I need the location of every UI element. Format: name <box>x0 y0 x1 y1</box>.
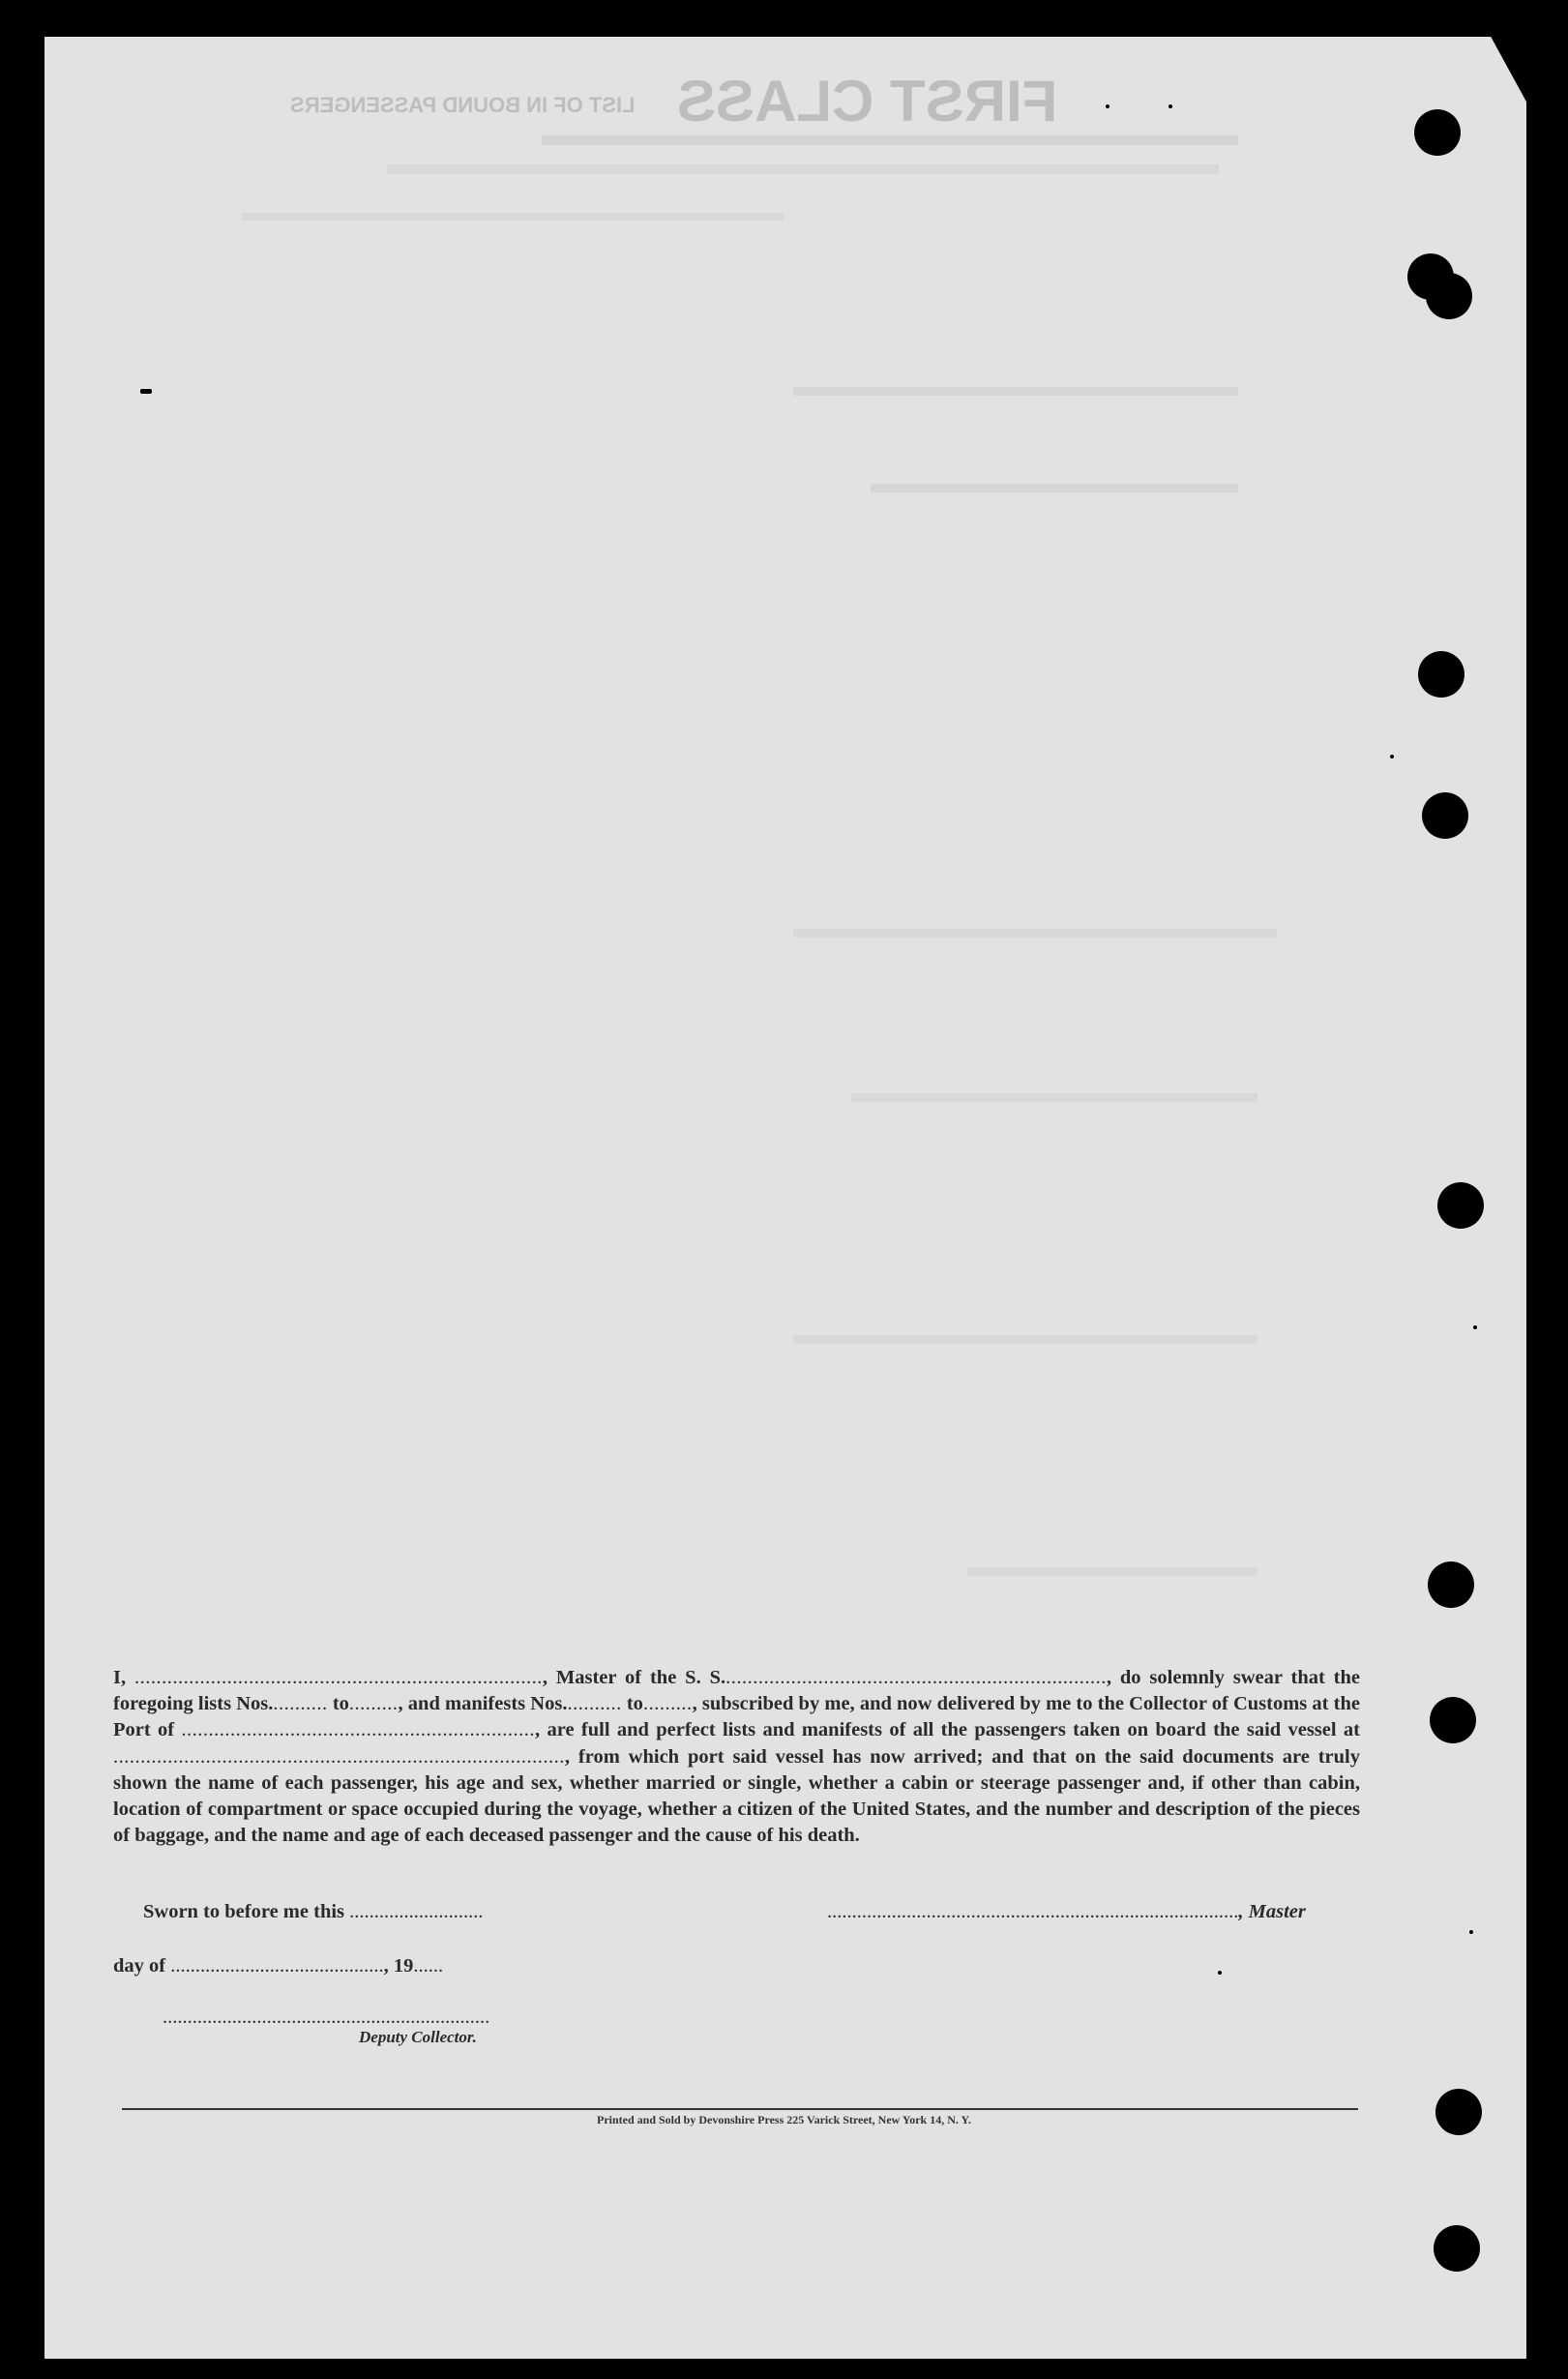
punch-hole <box>1430 1697 1476 1743</box>
bleed-through-line <box>851 1093 1257 1102</box>
blank-list-to[interactable]: ......... <box>348 1693 399 1715</box>
collector-signature-line <box>163 2007 489 2029</box>
punch-hole <box>1418 651 1464 698</box>
blank-vessel-name[interactable]: ...................................................................... <box>725 1667 1107 1688</box>
speck <box>1169 104 1172 108</box>
bleed-through-line <box>871 484 1238 492</box>
speck <box>140 389 152 394</box>
oath-text: , from which port said vessel has now arrived; and that on the said documents are truly shown the name of each passenger, his age and sex, whether married or single, whether a cabin or steerage passenger and, if other than cabin, location of compartment or space occupied during the voyage, whether a citizen of the United States, and the number and description of the pieces of baggage, and the name and age of each deceased passenger and the cause of his death. <box>113 1745 1360 1847</box>
speck <box>1390 755 1394 758</box>
punch-hole <box>1414 109 1461 156</box>
blank-master-signature[interactable]: ................................................................................... <box>827 1901 1239 1922</box>
day-of-line <box>113 1955 443 1978</box>
bleed-through-line <box>542 135 1238 145</box>
bleed-through-line <box>967 1567 1257 1576</box>
oath-text: to <box>621 1693 643 1715</box>
bleed-through-title: FIRST CLASS <box>677 69 1058 134</box>
punch-hole <box>1428 1561 1474 1608</box>
oath-text: , Master of the S. S. <box>542 1667 726 1688</box>
oath-text: , and manifests Nos. <box>398 1693 568 1715</box>
blank-manifest-from[interactable]: .......... <box>567 1693 622 1715</box>
blank-master-name[interactable]: ........................................................................... <box>134 1667 543 1688</box>
oath-text: to <box>327 1693 349 1715</box>
punch-hole <box>1437 1182 1484 1229</box>
speck <box>1473 1325 1477 1329</box>
blank-port-of-departure[interactable]: ................................................................................... <box>113 1745 565 1768</box>
punch-hole <box>1426 273 1472 319</box>
bleed-through-line <box>242 213 784 221</box>
bleed-through-line <box>793 1335 1257 1344</box>
master-label: , Master <box>1238 1901 1306 1922</box>
blank-manifest-to[interactable]: ......... <box>642 1693 693 1715</box>
day-of-label: day of <box>113 1955 166 1977</box>
bleed-through-line <box>793 387 1238 396</box>
speck <box>1469 1930 1473 1934</box>
punch-hole <box>1434 2225 1480 2272</box>
bleed-through-line <box>387 164 1219 174</box>
year-label: , 19 <box>383 1955 414 1977</box>
oath-text: , do solemnly swear that the foregoing lists Nos. <box>113 1667 1361 1715</box>
oath-text: , subscribed by me, and now delivered by me to the Collector of Customs at the Port of <box>113 1693 1360 1741</box>
blank-port-of-arrival[interactable]: ................................................................. <box>181 1719 536 1741</box>
blank-sworn-date[interactable]: ........................... <box>344 1901 484 1922</box>
master-signature-line <box>827 1901 1306 1923</box>
oath-text: I, <box>113 1667 134 1688</box>
printer-imprint: Printed and Sold by Devonshire Press 225 Varick Street, New York 14, N. Y. <box>596 2113 972 2126</box>
speck <box>1218 1971 1222 1975</box>
footer-rule <box>122 2108 1358 2110</box>
bleed-through-header: LIST OF IN BOUND PASSENGERS <box>290 93 636 117</box>
blank-list-from[interactable]: .......... <box>273 1693 328 1715</box>
punch-hole <box>1435 2089 1482 2135</box>
deputy-collector-label: Deputy Collector. <box>359 2028 477 2046</box>
blank-collector-signature[interactable]: .................................................................. <box>163 2007 490 2028</box>
oath-text: , are full and perfect lists and manifests of all the passengers taken on board the said vessel at <box>535 1719 1360 1741</box>
oath-paragraph <box>113 1665 1360 1849</box>
blank-year[interactable]: ...... <box>413 1955 444 1977</box>
sworn-label: Sworn to before me this <box>143 1901 345 1922</box>
sworn-line <box>143 1901 484 1923</box>
speck <box>1106 104 1109 108</box>
blank-day-of[interactable]: ........................................... <box>165 1955 384 1977</box>
punch-hole <box>1422 792 1468 839</box>
bleed-through-line <box>793 929 1277 937</box>
